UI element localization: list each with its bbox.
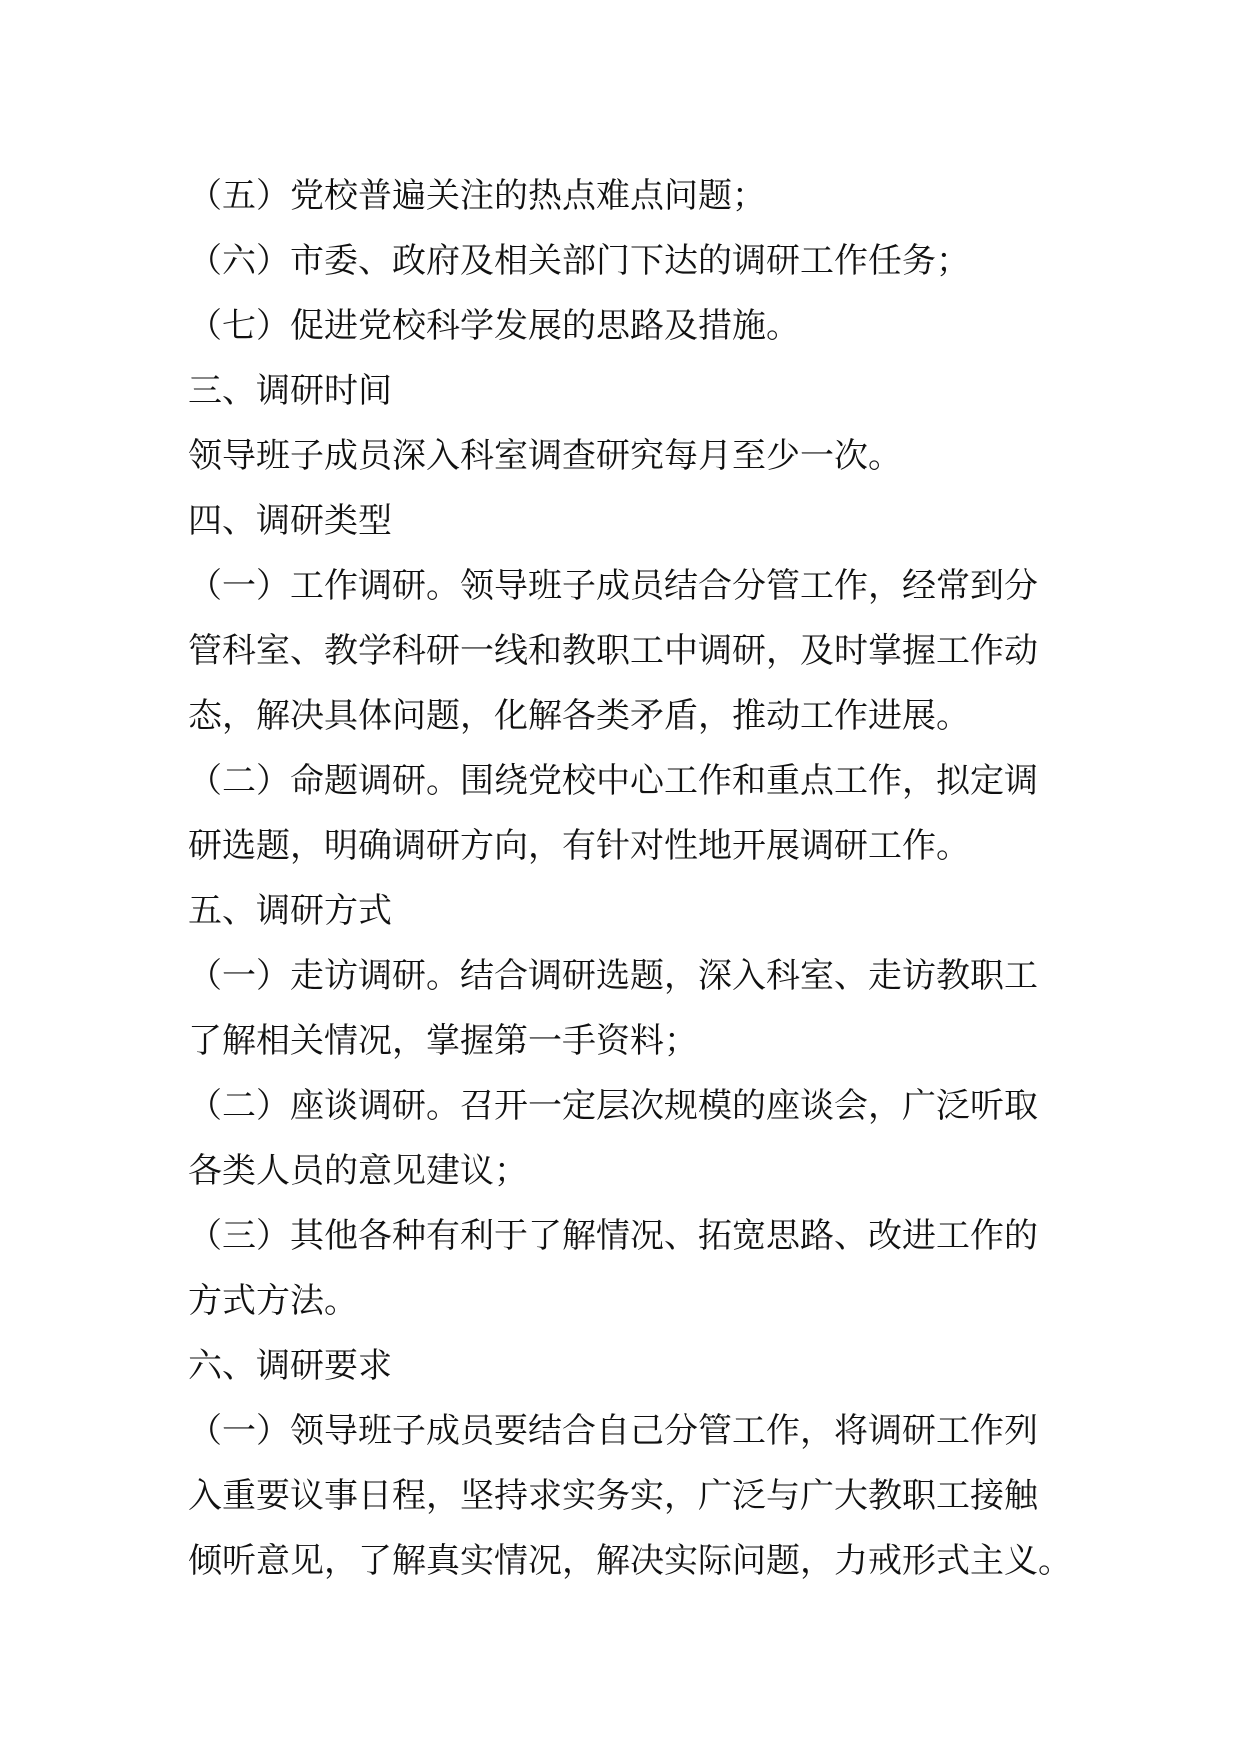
text-line: 倾听意见，了解真实情况，解决实际问题，力戒形式主义。 [188,1541,1072,1581]
section-heading: 四、调研类型 [188,501,392,541]
section-heading: 五、调研方式 [188,891,392,931]
text-line: （二）命题调研。围绕党校中心工作和重点工作，拟定调 [188,761,1038,801]
text-line: 了解相关情况，掌握第一手资料； [188,1021,698,1061]
document-body [188,164,1072,1594]
text-line: （一）走访调研。结合调研选题，深入科室、走访教职工 [188,956,1038,996]
section-heading: 三、调研时间 [188,371,392,411]
section-heading: 六、调研要求 [188,1346,392,1386]
text-line: （五）党校普遍关注的热点难点问题； [188,176,766,216]
text-line: 方式方法。 [188,1281,358,1321]
text-line: 管科室、教学科研一线和教职工中调研，及时掌握工作动 [188,631,1038,671]
text-line: （一）工作调研。领导班子成员结合分管工作，经常到分 [188,566,1038,606]
text-line: （二）座谈调研。召开一定层次规模的座谈会，广泛听取 [188,1086,1038,1126]
text-line: （三）其他各种有利于了解情况、拓宽思路、改进工作的 [188,1216,1038,1256]
text-line: 入重要议事日程，坚持求实务实，广泛与广大教职工接触 [188,1476,1038,1516]
text-line: 态，解决具体问题，化解各类矛盾，推动工作进展。 [188,696,970,736]
text-line: 各类人员的意见建议； [188,1151,528,1191]
text-line: 领导班子成员深入科室调查研究每月至少一次。 [188,436,902,476]
text-line: （七）促进党校科学发展的思路及措施。 [188,306,800,346]
text-line: 研选题，明确调研方向，有针对性地开展调研工作。 [188,826,970,866]
text-line: （一）领导班子成员要结合自己分管工作，将调研工作列 [188,1411,1038,1451]
text-line: （六）市委、政府及相关部门下达的调研工作任务； [188,241,970,281]
